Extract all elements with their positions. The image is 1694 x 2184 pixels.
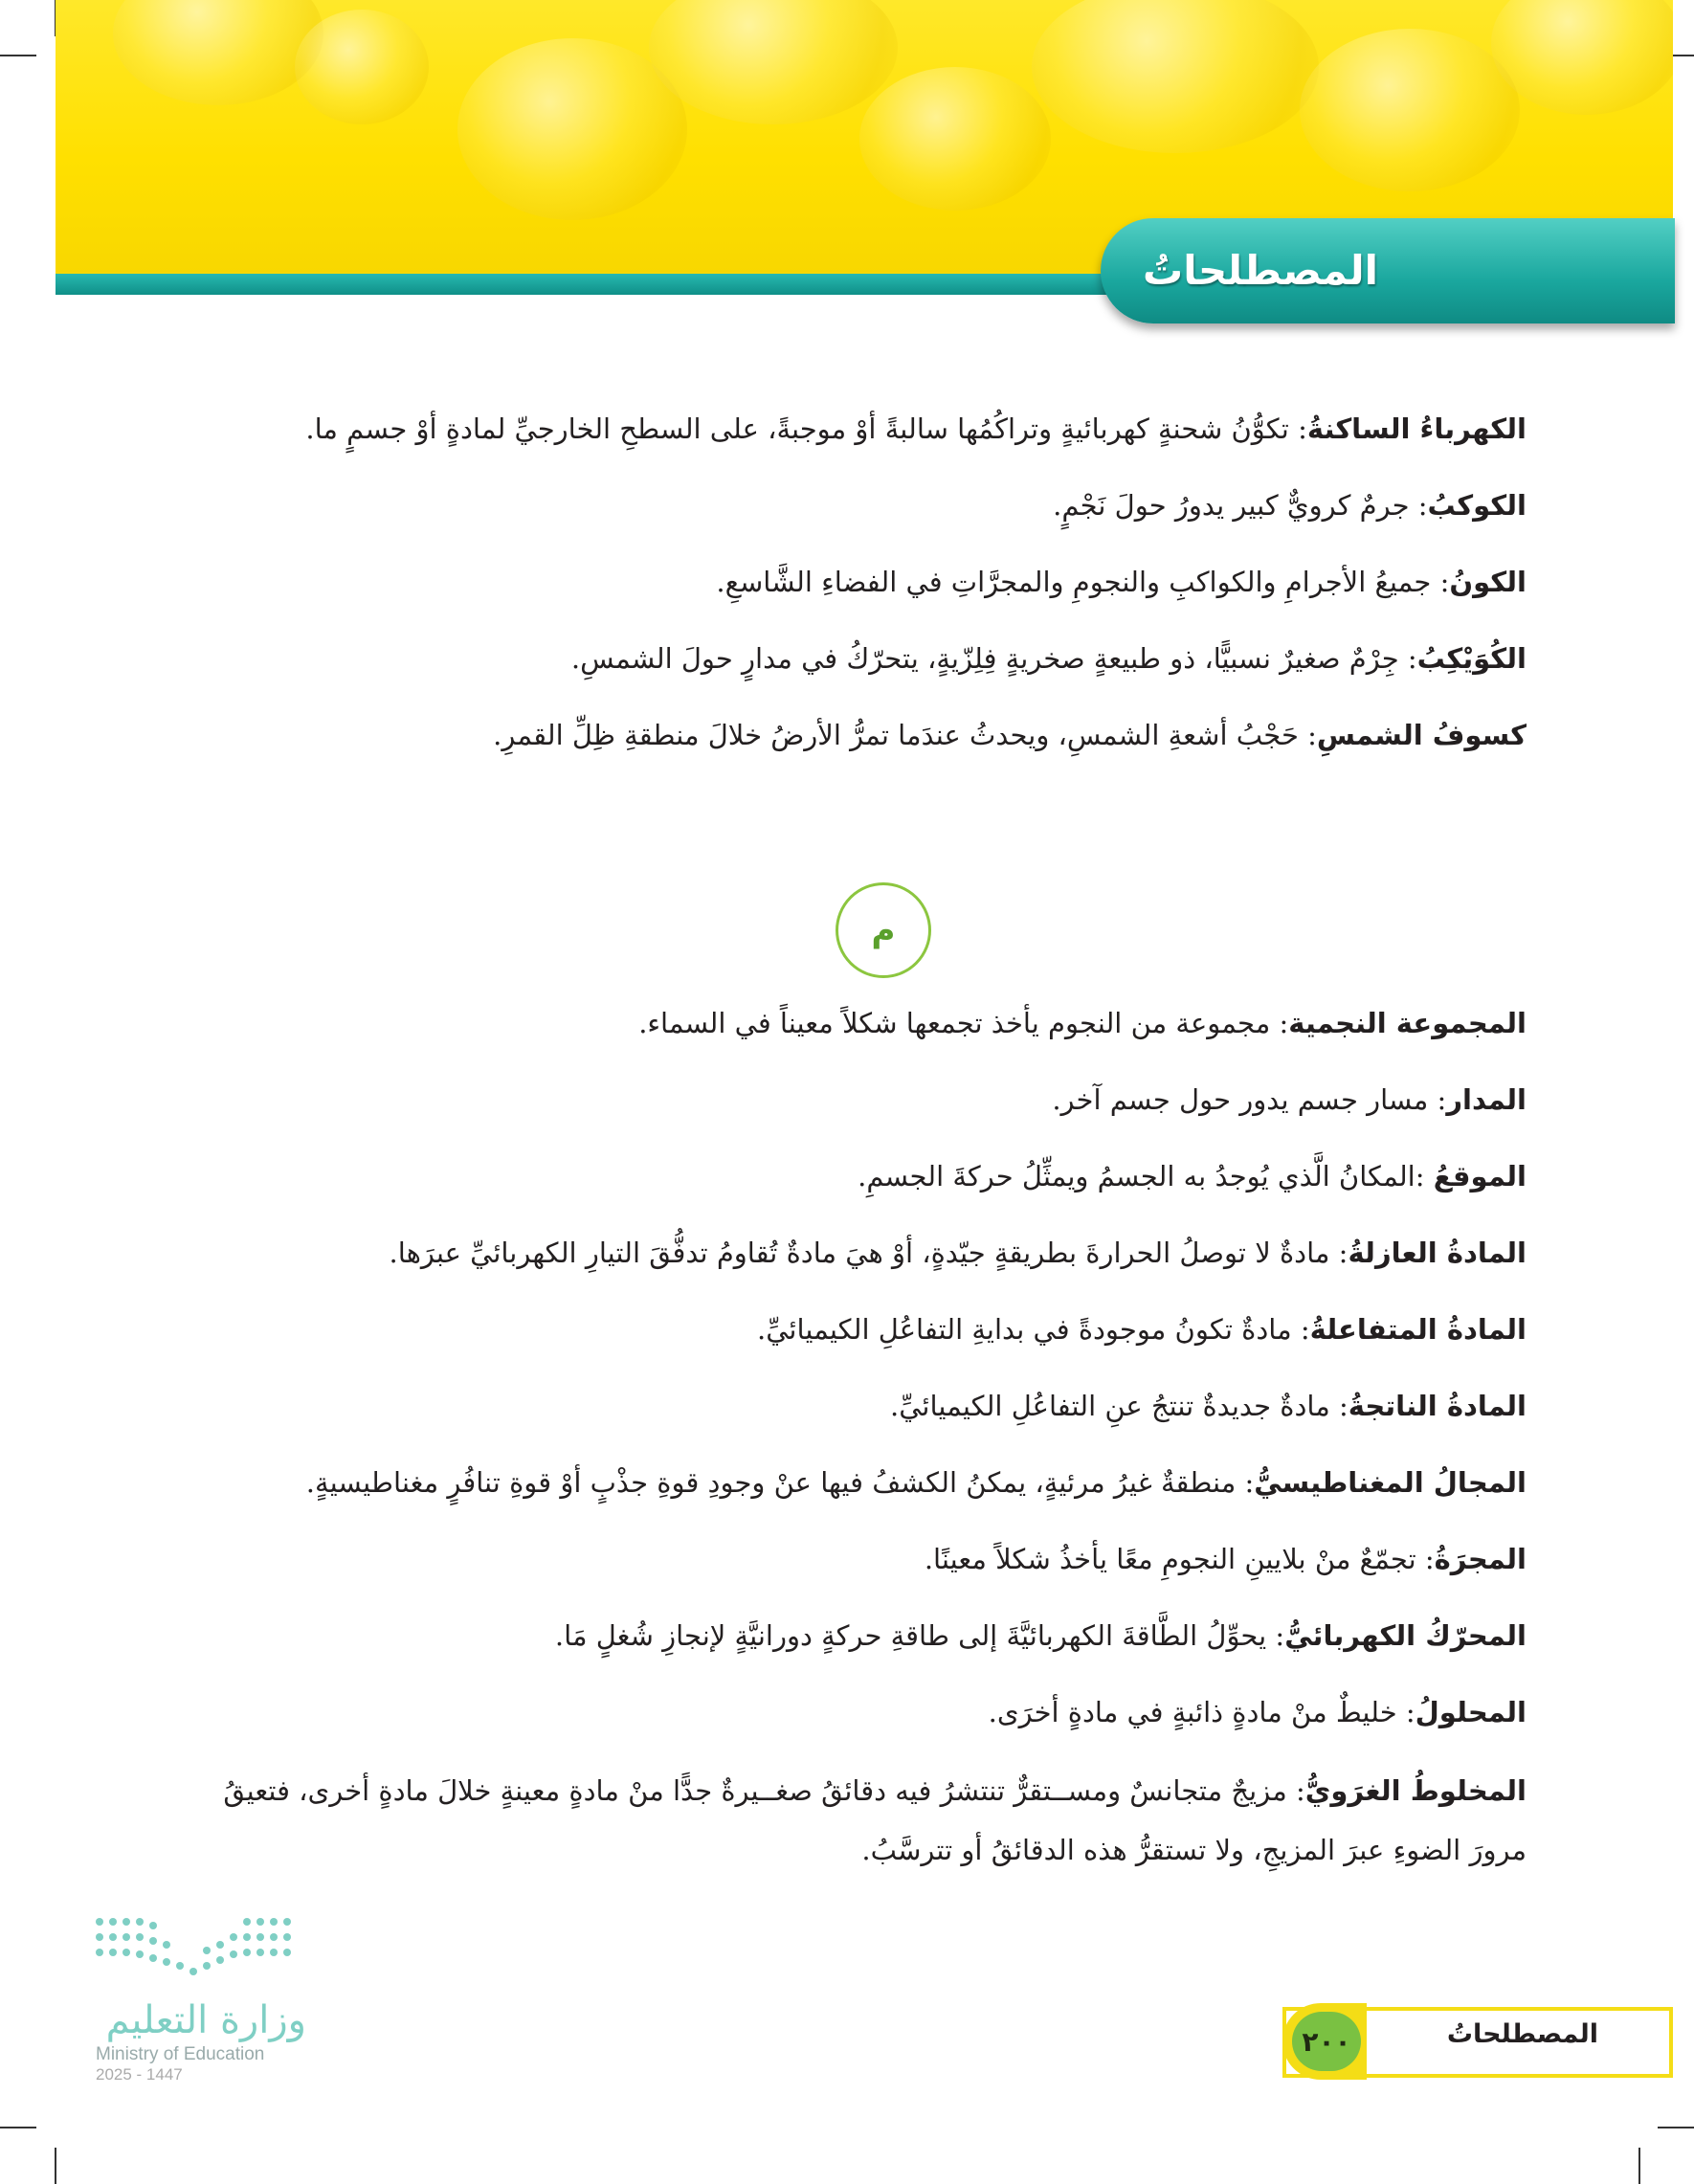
entry-separator: : bbox=[1415, 1160, 1434, 1192]
crop-mark bbox=[1638, 2148, 1640, 2184]
glossary-entry bbox=[167, 1302, 1527, 1357]
glossary-entry bbox=[167, 1455, 1527, 1510]
entry-definition: مزيجٌ متجانسٌ ومســتقرٌّ تنتشرُ فيه دقائقُ صغــيرةٌ جدًّا منْ مادةٍ معينةٍ خلالَ مادةٍ أخرى، فتعيقُ مرورَ الضوءِ عبرَ المزيجِ، ولا تستقرُّ هذه الدقائقُ أو تترسَّبُ. bbox=[223, 1774, 1527, 1866]
decorative-bubble bbox=[1300, 29, 1520, 191]
entry-term: المحلولُ bbox=[1415, 1696, 1527, 1728]
entry-separator: : bbox=[1428, 1083, 1447, 1116]
entry-separator: : bbox=[1329, 1390, 1349, 1422]
entry-term: المجرَةُ bbox=[1434, 1543, 1527, 1575]
entry-definition: مسار جسم يدور حول جسم آخر. bbox=[1052, 1083, 1429, 1116]
glossary-entry bbox=[167, 1378, 1527, 1434]
entry-term: كسوفُ الشمسِ bbox=[1316, 719, 1527, 751]
entry-separator: : bbox=[1431, 566, 1450, 598]
entry-definition: تكوُّنُ شحنةٍ كهربائيةٍ وتراكُمُها سالبةً أوْ موجبةً، على السطحِ الخارجيِّ لمادةٍ أوْ جسمٍ ما. bbox=[305, 412, 1289, 445]
entry-definition: مجموعة من النجوم يأخذ تجمعها شكلاً معيناً في السماء. bbox=[638, 1007, 1271, 1039]
ministry-logo bbox=[96, 1914, 316, 2084]
decorative-bubble bbox=[113, 0, 323, 105]
entry-separator: : bbox=[1298, 719, 1317, 751]
crop-mark bbox=[0, 2127, 36, 2128]
glossary-entry bbox=[167, 1531, 1527, 1587]
glossary-entry bbox=[167, 1148, 1527, 1204]
entry-definition: تجمّعٌ منْ بلايينِ النجومِ معًا يأخذُ شكلاً معينًا. bbox=[924, 1543, 1416, 1575]
glossary-entry bbox=[167, 630, 1527, 687]
entry-term: الكونُ bbox=[1449, 566, 1527, 598]
decorative-bubble bbox=[649, 0, 898, 124]
entry-definition: مادةٌ تكونُ موجودةً في بدايةِ التفاعُلِ الكيميائيِّ. bbox=[757, 1313, 1292, 1346]
glossary-entry bbox=[167, 1761, 1527, 1880]
glossary-entry bbox=[167, 1608, 1527, 1663]
entry-term: المجموعة النجمية bbox=[1288, 1007, 1527, 1039]
glossary-entry bbox=[167, 400, 1527, 457]
glossary-section-top bbox=[167, 400, 1527, 764]
logo-arabic-text: وزارة التعليم bbox=[105, 1998, 306, 2042]
footer-label: المصطلحاتُ bbox=[1446, 2019, 1598, 2049]
entry-separator: : bbox=[1291, 1313, 1310, 1346]
entry-definition: يحوِّلُ الطَّاقةَ الكهربائيَّةَ إلى طاقةِ حركةٍ دورانيَّةٍ لإنجازِ شُغلٍ مَا. bbox=[554, 1619, 1267, 1652]
entry-separator: : bbox=[1236, 1466, 1255, 1499]
glossary-section-bottom bbox=[167, 995, 1527, 1880]
decorative-bubble bbox=[1032, 0, 1319, 153]
entry-term: المخلوطُ الغرَويُّ bbox=[1304, 1774, 1527, 1807]
entry-term: المادةُ العازلةُ bbox=[1348, 1237, 1527, 1269]
logo-english-text: Ministry of Education bbox=[96, 2044, 265, 2064]
glossary-entry bbox=[167, 1225, 1527, 1281]
entry-term: الموقعُ bbox=[1433, 1160, 1527, 1192]
entry-term: المادةُ الناتجةُ bbox=[1348, 1390, 1527, 1422]
entry-definition: مادةٌ لا توصلُ الحرارةَ بطريقةٍ جيّدةٍ، أوْ هيَ مادةٌ تُقاومُ تدفُّقَ التيارِ الكهربائيِّ عبرَها. bbox=[389, 1237, 1330, 1269]
decorative-bubble bbox=[859, 67, 1051, 211]
entry-separator: : bbox=[1288, 412, 1307, 445]
entry-separator: : bbox=[1286, 1774, 1305, 1807]
entry-separator: : bbox=[1398, 642, 1417, 675]
page-number: ٢٠٠ bbox=[1292, 2012, 1361, 2071]
crop-mark bbox=[1658, 2127, 1694, 2128]
entry-definition: جِرْمٌ صغيرٌ نسبيًّا، ذو طبيعةٍ صخريةٍ فِلِزّيةٍ، يتحرّكُ في مدارٍ حولَ الشمسِ. bbox=[570, 642, 1399, 675]
entry-separator: : bbox=[1396, 1696, 1415, 1728]
entry-definition: جميعُ الأجرامِ والكواكبِ والنجومِ والمجرَّاتِ في الفضاءِ الشَّاسعِ. bbox=[716, 566, 1432, 598]
crop-mark bbox=[55, 2148, 56, 2184]
entry-separator: : bbox=[1329, 1237, 1349, 1269]
entry-term: الكوكبُ bbox=[1427, 489, 1527, 522]
section-letter-badge: م bbox=[836, 882, 931, 978]
entry-term: المحرّكُ الكهربائيُّ bbox=[1284, 1619, 1527, 1652]
entry-term: المدار bbox=[1446, 1083, 1527, 1116]
entry-definition: حَجْبُ أشعةِ الشمسِ، ويحدثُ عندَما تمرُّ الأرضُ خلالَ منطقةِ ظِلِّ القمرِ. bbox=[493, 719, 1299, 751]
entry-separator: : bbox=[1270, 1007, 1289, 1039]
crop-mark bbox=[0, 55, 36, 56]
entry-separator: : bbox=[1415, 1543, 1435, 1575]
entry-definition: المكانُ الَّذي يُوجدُ به الجسمُ ويمثِّلُ حركةَ الجسمِ. bbox=[858, 1160, 1415, 1192]
entry-separator: : bbox=[1266, 1619, 1285, 1652]
decorative-bubble bbox=[295, 10, 429, 124]
glossary-entry bbox=[167, 477, 1527, 534]
entry-definition: جرمٌ كرويٌّ كبير يدورُ حولَ نَجْمٍ. bbox=[1053, 489, 1410, 522]
glossary-entry bbox=[167, 995, 1527, 1051]
page-title: المصطلحاتُ bbox=[1142, 247, 1378, 294]
entry-term: الكُوَيْكِبُ bbox=[1416, 642, 1527, 675]
entry-definition: مادةٌ جديدةٌ تنتجُ عنِ التفاعُلِ الكيميائيِّ. bbox=[890, 1390, 1330, 1422]
entry-term: الكهرباءُ الساكنةُ bbox=[1306, 412, 1527, 445]
glossary-entry bbox=[167, 706, 1527, 764]
logo-year: 2025 - 1447 bbox=[96, 2065, 183, 2084]
entry-term: المجالُ المغناطيسيُّ bbox=[1254, 1466, 1527, 1499]
glossary-entry bbox=[167, 1072, 1527, 1127]
entry-term: المادةُ المتفاعلةُ bbox=[1309, 1313, 1527, 1346]
entry-definition: خليطٌ منْ مادةٍ ذائبةٍ في مادةٍ أخرَى. bbox=[988, 1696, 1397, 1728]
entry-definition: منطقةٌ غيرُ مرئيةٍ، يمكنُ الكشفُ فيها عنْ وجودِ قوةِ جذْبٍ أوْ قوةِ تنافُرٍ مغناطيسيةٍ. bbox=[305, 1466, 1237, 1499]
glossary-entry bbox=[167, 1684, 1527, 1740]
entry-separator: : bbox=[1409, 489, 1428, 522]
glossary-entry bbox=[167, 553, 1527, 611]
logo-dot-pattern bbox=[96, 1914, 306, 1981]
